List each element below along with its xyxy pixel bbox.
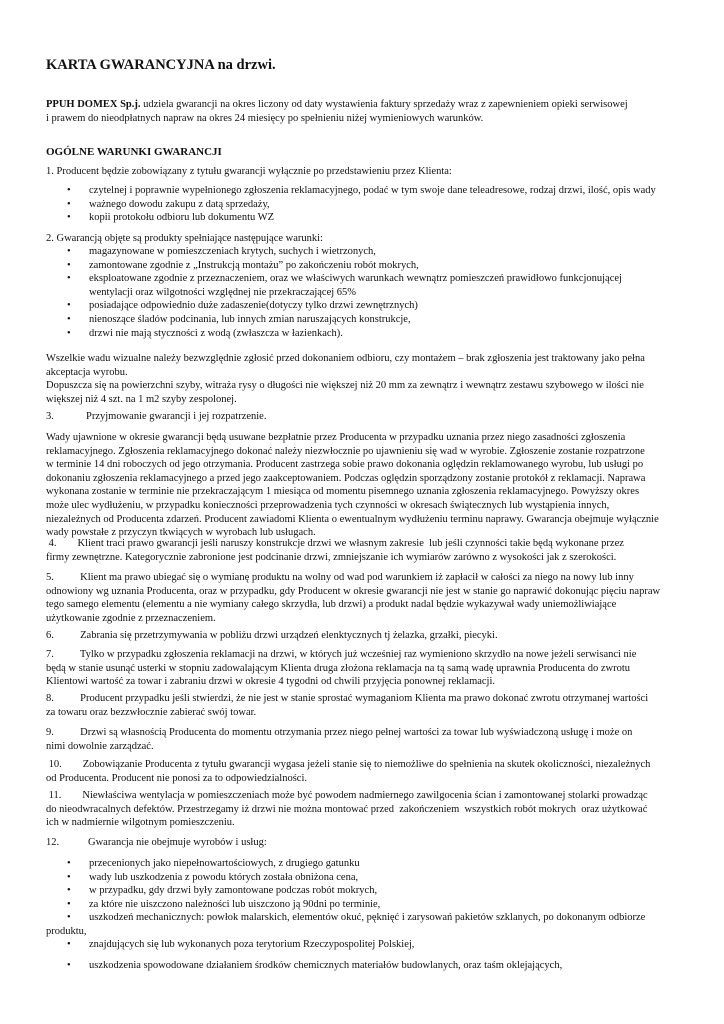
section-7 [46,648,718,689]
section-6 [46,629,718,643]
section-4 [46,537,718,564]
text-line: nimi dowolnie zarządzać. [46,740,154,752]
list-item: • znajdujących się lub wykonanych poza terytorium Rzeczypospolitej Polskiej, [67,938,717,952]
text-line: 6. Zabrania się przetrzymywania w pobliżu drzwi urządzeń elenktycznych tj żelazka, grzałki, piecyki. [46,630,498,641]
text-line: odnowiony wg uznania Producenta, oraz w przypadku, gdy Producent w okresie gwarancji nie jest w stanie go naprawić dokonując pięciu napraw [46,585,661,597]
list-item: • w przypadku, gdy drzwi były zamontowane podczas robót mokrych, [67,884,717,898]
text-line: użytkowanie zgodnie z przeznaczeniem. [46,612,216,624]
section-1-list [67,184,717,225]
list-item-continuation: produktu, [46,926,87,937]
list-item: • ważnego dowodu zakupu z datą sprzedaży, [67,198,717,212]
intro-paragraph [46,98,706,125]
list-item: • kopii protokołu odbioru lub dokumentu WZ [67,211,717,225]
text-line: wady powstałe z przyczyn tkwiących w wyrobach lub usługach. [46,527,316,539]
text-line: reklamacyjnego. Zgłoszenia reklamacyjnego dokonać należy niezwłocznie po ujawnieniu się wad w wyrobie. Zgłoszenie zostanie rozpatrzone [46,445,645,457]
section-12-list [67,857,717,925]
text-line: 9. Drzwi są własnością Producenta do momentu otrzymania przez niego pełnej wartości za towar lub wyświadczoną usługę i może on [46,727,633,738]
text-line: 8. Producent przypadku jeśli stwierdzi, że nie jest w stanie sprostać wymaganiom Klienta ma prawo dokonać zwrotu otrzymanej wartości [46,693,649,704]
list-item: • zamontowane zgodnie z „Instrukcją montażu” po zakończeniu robót mokrych, [67,259,717,273]
list-item: • czytelnej i poprawnie wypełnionego zgłoszenia reklamacyjnego, podać w tym swoje dane teleadresowe, rodzaj drzwi, ilość, opis wady [67,184,717,198]
text-line: dokonaniu zgłoszenia reklamacyjnego a przed jego zaakceptowaniem. Podczas oględzin sporządzony zostanie protokół z reklamacji. Naprawa [46,472,646,484]
visual-line: Dopuszcza się na powierzchni szyby, witraża rysy o długości nie większej niż 20 mm za zewnątrz i wewnątrz zestawu szybowego w ilości nie [46,380,644,392]
general-conditions-heading: OGÓLNE WARUNKI GWARANCJI [46,146,222,158]
visual-defects-paragraph [46,352,716,406]
text-line: Wady ujawnione w okresie gwarancji będą usuwane bezpłatnie przez Producenta w przypadku uznania przez niego zasadności zgłoszenia [46,432,626,443]
text-line: 11. Niewłaściwa wentylacja w pomieszczeniach może być powodem nadmiernego zawilgocenia ścian i zamontowanej stolarki prowadząc [46,790,648,801]
list-item: • nienoszące śladów podcinania, lub innych zmian naruszających konstrukcje, [67,313,717,327]
list-item: • wady lub uszkodzenia z powodu których została obniżona cena, [67,871,717,885]
text-line: 10. Zobowiązanie Producenta z tytułu gwarancji wygasa jeżeli stanie się to niemożliwe do spełnienia na skutek okoliczności, niezależnych [46,759,651,770]
company-name: PPUH DOMEX Sp.j. [46,99,141,110]
section-10 [46,758,718,785]
list-item [67,272,717,299]
section-5 [46,571,718,625]
text-line: do nieodwracalnych defektów. Przestrzegamy iż drzwi nie można montować przed zakończeniem wszystkich robót mokrych oraz użytkować [46,803,648,815]
text-line: 7. Tylko w przypadku zgłoszenia reklamacji na drzwi, w których już wcześniej raz wymieniono skrzydło na nowe jeżeli serwisanci nie [46,649,637,660]
list-item-text: uszkodzeń mechanicznych: powłok malarskich, elementów okuć, pęknięć i zarysowań pakietów szklanych, po dokonanym odbiorze [89,912,646,924]
text-line: tego samego elementu (elementu a nie wymiany całego skrzydła, lub drzwi) a produkt nadal będzie wykazywał wady uniemożliwiające [46,599,617,611]
text-line: niezależnych od Producenta zdarzeń. Producent zawiadomi Klienta o ewentualnym wydłużeniu terminu naprawy. Gwarancja obejmuje wyłącznie [46,513,659,525]
section-3-heading [46,410,266,424]
visual-line: większej niż 4 szt. na 1 m2 szyby zespolonej. [46,393,237,405]
section-number: 3. [46,411,54,422]
section-3-body [46,431,718,540]
section-8 [46,692,718,719]
intro-line-1: udziela gwarancji na okres liczony od daty wystawienia faktury sprzedaży wraz z zapewnieniem opieki serwisowej [140,99,628,110]
text-line: 4. Klient traci prawo gwarancji jeśli naruszy konstrukcje drzwi we własnym zakresie lub jeśli czynności takie będą wykonane przez [46,538,624,549]
section-11 [46,789,718,830]
text-line: ich w nadmiernie wilgotnym pomieszczeniu. [46,817,235,829]
text-line: firmy zewnętrzne. Kategorycznie zabronione jest podcinanie drzwi, zmniejszanie ich wymiarów zarówno z wysokości jak z szerokości. [46,551,617,563]
list-item: • przecenionych jako niepełnowartościowych, z drugiego gatunku [67,857,717,871]
section-12-heading [46,836,718,850]
section-12-list-last [67,959,717,973]
list-item: • magazynowane w pomieszczeniach krytych, suchych i wietrzonych, [67,245,717,259]
text-line: 12. Gwarancja nie obejmuje wyrobów i usług: [46,837,267,848]
section-1-text: 1. Producent będzie zobowiązany z tytułu gwarancji wyłącznie po przedstawieniu przez Klienta: [46,166,452,177]
text-line: Klientowi wartość za towar i zabraniu drzwi w okresie 4 tygodni od chwili przyjęcia ponownej reklamacji. [46,676,496,688]
document-title: KARTA GWARANCYJNA na drzwi. [46,57,276,73]
section-2-list [67,245,717,340]
text-line: będą w stanie usunąć usterki w stopniu zadowalającym Klienta druga złożona reklamacja na tą samą wadę uprawnia Producenta do zwrotu [46,662,630,674]
text-line: w terminie 14 dni roboczych od jego otrzymania. Producent zastrzega sobie prawo dokonania oględzin reklamowanego wyrobu, lub usługi po [46,459,644,471]
list-item: • za które nie uiszczono należności lub uiszczono ją 90dni po terminie, [67,898,717,912]
section-12-list-cont [67,938,717,952]
section-9 [46,726,718,753]
section-3-title: Przyjmowanie gwarancji i jej rozpatrzenie. [86,411,267,422]
list-item-continuation: wentylacji oraz wilgotności względnej nie przekraczającej 65% [89,286,357,298]
list-item: • posiadające odpowiednio duże zadaszenie(dotyczy tylko drzwi zewnętrznych) [67,299,717,313]
list-item: • drzwi nie mają styczności z wodą (zwłaszcza w łazienkach). [67,327,717,341]
section-2-text: 2. Gwarancją objęte są produkty spełniające następujące warunki: [46,233,323,244]
visual-line: Wszelkie wadu wizualne należy bezwzględnie zgłosić przed dokonaniem odbioru, czy montażem – brak zgłoszenia jest traktowany jako pełna [46,353,645,364]
text-line: 5. Klient ma prawo ubiegać się o wymianę produktu na wolny od wad pod warunkiem iż zapłacił w całości za niego na nowy lub inny [46,572,634,583]
text-line: od Producenta. Producent nie ponosi za to odpowiedzialności. [46,772,307,784]
list-item [67,911,717,925]
list-item: • uszkodzenia spowodowane działaniem środków chemicznych materiałów budowlanych, oraz taśm oklejających, [67,959,717,973]
visual-line: akceptacja wyrobu. [46,366,128,378]
intro-line-2: i prawem do nieodpłatnych napraw na okres 24 miesięcy po spełnieniu niżej wymieniowych warunków. [46,112,484,124]
text-line: za towaru oraz bezzwłocznie zabierać swój towar. [46,706,257,718]
list-item-text: eksploatowane zgodnie z przeznaczeniem, oraz we właściwych warunkach wewnątrz pomieszczeń prawidłowo funkcjonującej [89,273,622,285]
text-line: wykonana zostanie w terminie nie przekraczającym 1 miesiąca od momentu pisemnego uznania zgłoszenia reklamacyjnego. Powyższy okres [46,486,640,498]
text-line: może ulec wydłużeniu, w przypadku konieczności przeprowadzenia tych czynności w okresach świątecznych lub wystąpienia innych, [46,499,610,511]
